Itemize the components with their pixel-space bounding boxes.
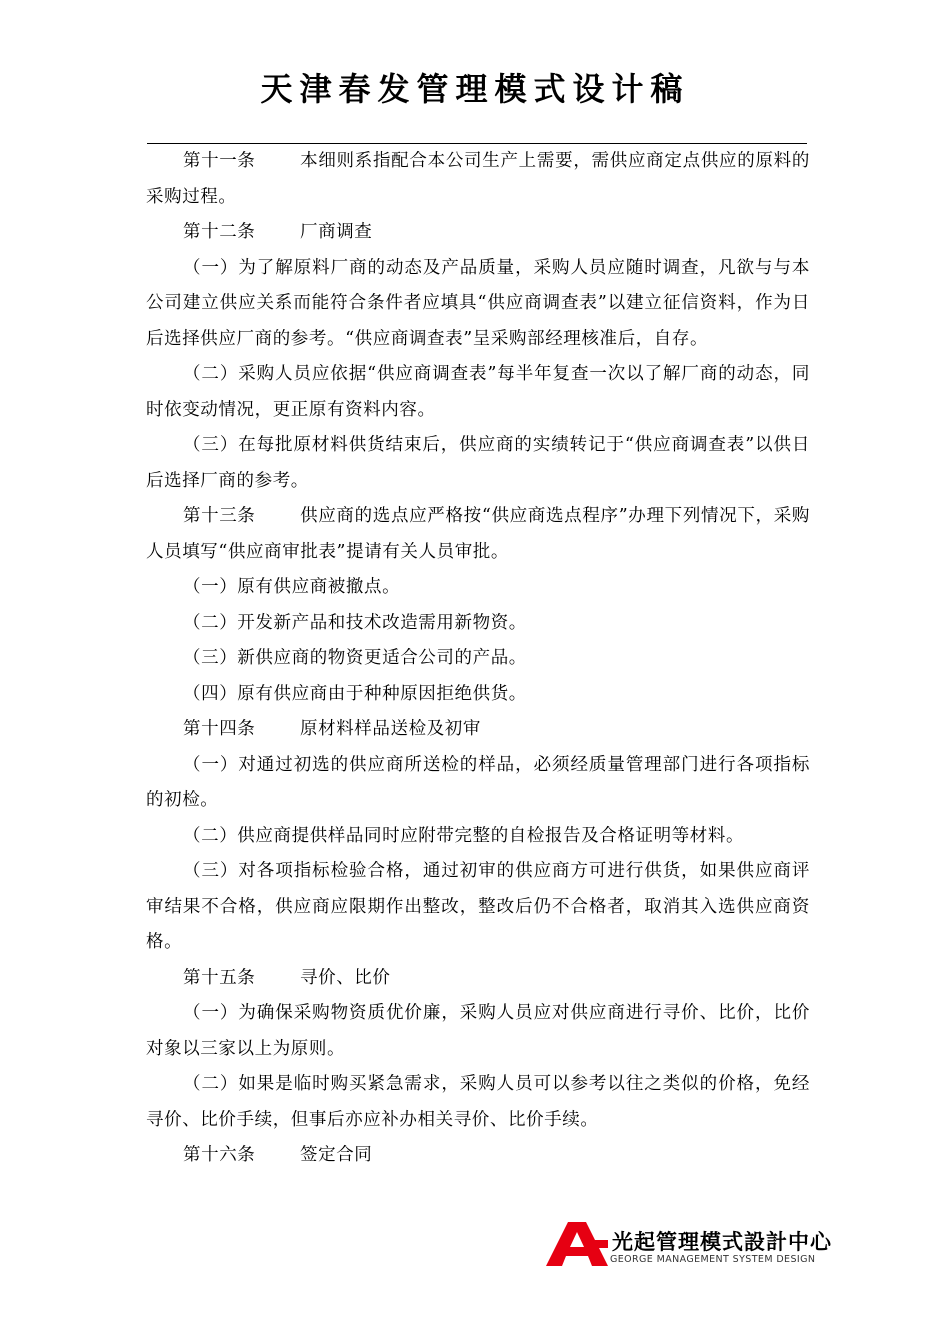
article-label: 第十五条: [183, 967, 256, 988]
company-logo: [546, 1222, 832, 1270]
clause-paragraph: （三）新供应商的物资更适合公司的产品。: [183, 648, 527, 668]
article-label: 第十一条: [183, 151, 256, 171]
article-text: 原材料样品送检及初审: [300, 719, 481, 739]
clause-paragraph: （三）在每批原材料供货结束后，供应商的实绩转记于“供应商调查表”以供日后选择厂商的参考。: [146, 435, 810, 491]
article-16: [146, 1138, 810, 1174]
article-text: 供应商的选点应严格按“供应商选点程序”办理下列情况下，采购人员填写“供应商审批表”提请有关人员审批。: [146, 506, 810, 562]
clause-paragraph: （二）如果是临时购买紧急需求，采购人员可以参考以往之类似的价格，免经寻价、比价手续，但事后亦应补办相关寻价、比价手续。: [146, 1074, 810, 1130]
article-label: 第十二条: [183, 222, 256, 242]
clause-paragraph: （二）供应商提供样品同时应附带完整的自检报告及合格证明等材料。: [183, 825, 745, 846]
article-text: 签定合同: [300, 1145, 373, 1165]
clause-paragraph: （三）对各项指标检验合格，通过初审的供应商方可进行供货，如果供应商评审结果不合格，供应商应限期作出整改，整改后仍不合格者，取消其入选供应商资格。: [146, 861, 810, 952]
logo-a-icon: [546, 1222, 608, 1266]
logo-name-cn: 光起管理模式設計中心: [612, 1230, 832, 1254]
clause-paragraph: （二）采购人员应依据“供应商调查表”每半年复查一次以了解厂商的动态，同时依变动情况，更正原有资料内容。: [146, 364, 810, 420]
article-text: 本细则系指配合本公司生产上需要，需供应商定点供应的原料的采购过程。: [146, 151, 810, 207]
article-13: [146, 499, 810, 570]
article-text: 寻价、比价: [300, 967, 391, 988]
clause-paragraph: （二）开发新产品和技术改造需用新物资。: [183, 612, 527, 633]
document-body: [146, 144, 810, 1174]
article-label: 第十六条: [183, 1145, 256, 1165]
article-label: 第十三条: [183, 506, 256, 526]
article-12: [146, 215, 810, 251]
page-title: 天津春发管理模式设计稿: [260, 70, 690, 108]
article-11: [146, 144, 810, 215]
clause-paragraph: （四）原有供应商由于种种原因拒绝供货。: [183, 683, 527, 704]
clause-paragraph: （一）原有供应商被撤点。: [183, 577, 401, 597]
article-text: 厂商调查: [300, 222, 373, 242]
article-14: [146, 712, 810, 748]
article-15: [146, 961, 810, 997]
clause-paragraph: （一）为确保采购物资质优价廉，采购人员应对供应商进行寻价、比价，比价对象以三家以上为原则。: [146, 1003, 810, 1059]
logo-name-en: GEORGE MANAGEMENT SYSTEM DESIGN: [610, 1254, 816, 1265]
article-label: 第十四条: [183, 719, 256, 739]
clause-paragraph: （一）为了解原料厂商的动态及产品质量，采购人员应随时调查，凡欲与与本公司建立供应关系而能符合条件者应填具“供应商调查表”以建立征信资料，作为日后选择供应厂商的参考。“供应商调查表”呈采购部经理核准后，自存。: [146, 257, 810, 349]
clause-paragraph: （一）对通过初选的供应商所送检的样品，必须经质量管理部门进行各项指标的初检。: [146, 754, 810, 810]
